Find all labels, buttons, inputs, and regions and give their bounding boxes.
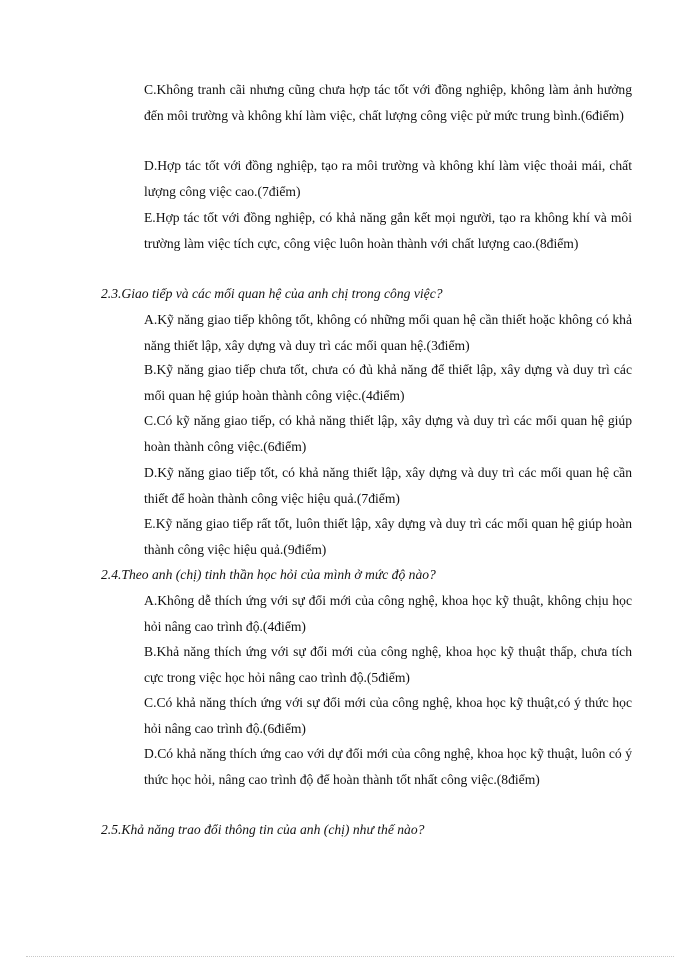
option-2-2-e: E.Hợp tác tốt với đồng nghiệp, có khả năng gắn kết mọi người, tạo ra không khí và môi trường làm việc tích cực, công việc luôn hoàn thành với chất lượng cao.(8điểm) — [144, 210, 632, 251]
option-2-2-c: C.Không tranh cãi nhưng cũng chưa hợp tác tốt với đồng nghiệp, không làm ảnh hưởng đến môi trường và không khí làm việc, chất lượng công việc pử mức trung bình.(6điểm) — [144, 82, 632, 123]
option-2-3-d: D.Kỹ năng giao tiếp tốt, có khả năng thiết lập, xây dựng và duy trì các mối quan hệ cần thiết để hoàn thành công việc hiệu quả.(7điểm) — [144, 465, 632, 506]
question-2-4: 2.4.Theo anh (chị) tinh thần học hỏi của mình ở mức độ nào? — [101, 567, 436, 582]
option-2-4-a: A.Không dễ thích ứng với sự đổi mới của công nghệ, khoa học kỹ thuật, không chịu học hỏi nâng cao trình độ.(4điểm) — [144, 593, 632, 634]
option-2-3-b: B.Kỹ năng giao tiếp chưa tốt, chưa có đủ khả năng để thiết lập, xây dựng và duy trì các mối quan hệ giúp hoàn thành công việc.(4điểm) — [144, 362, 632, 403]
option-2-4-d: D.Có khả năng thích ứng cao với dự đổi mới của công nghệ, khoa học kỹ thuật, luôn có ý thức học hỏi, nâng cao trình độ để hoàn thành tốt nhất công việc.(8điểm) — [144, 746, 632, 787]
page-bottom-divider — [26, 956, 674, 957]
option-2-4-b: B.Khả năng thích ứng với sự đổi mới của công nghệ, khoa học kỹ thuật thấp, chưa tích cực trong việc học hỏi nâng cao trình độ.(5điểm) — [144, 644, 632, 685]
question-2-5: 2.5.Khả năng trao đổi thông tin của anh (chị) như thế nào? — [101, 822, 425, 837]
option-2-2-d: D.Hợp tác tốt với đồng nghiệp, tạo ra môi trường và không khí làm việc thoải mái, chất lượng công việc cao.(7điểm) — [144, 158, 632, 199]
option-2-3-c: C.Có kỹ năng giao tiếp, có khả năng thiết lập, xây dựng và duy trì các mối quan hệ giúp hoàn thành công việc.(6điểm) — [144, 413, 632, 454]
option-2-3-a: A.Kỹ năng giao tiếp không tốt, không có những mối quan hệ cần thiết hoặc không có khả năng thiết lập, xây dựng và duy trì các mối quan hệ.(3điểm) — [144, 312, 632, 353]
option-2-3-e: E.Kỹ năng giao tiếp rất tốt, luôn thiết lập, xây dựng và duy trì các mối quan hệ giúp hoàn thành công việc hiệu quả.(9điểm) — [144, 516, 632, 557]
question-2-3: 2.3.Giao tiếp và các mối quan hệ của anh chị trong công việc? — [101, 286, 443, 301]
option-2-4-c: C.Có khả năng thích ứng với sự đổi mới của công nghệ, khoa học kỹ thuật,có ý thức học hỏi nâng cao trình độ.(6điểm) — [144, 695, 632, 736]
